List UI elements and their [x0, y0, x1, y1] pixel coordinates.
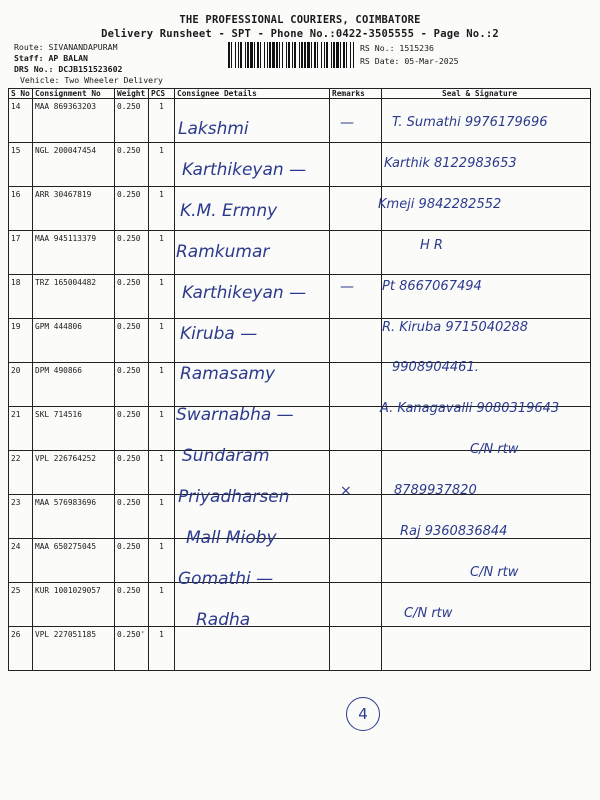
sno-cell: 19: [9, 319, 33, 363]
barcode-bar: [286, 42, 287, 68]
barcode-bar: [333, 42, 335, 68]
barcode-bar: [276, 42, 278, 68]
consignee-cell: [175, 407, 330, 451]
sno-cell: 15: [9, 143, 33, 187]
consignee-signature: Lakshmi: [178, 119, 249, 139]
consignment-cell: MAA 576983696: [33, 495, 115, 539]
table-row: [9, 275, 591, 319]
seal-signature: C/N rtw: [470, 564, 519, 580]
remarks-cell: [330, 583, 382, 627]
consignment-cell: KUR 1001029057: [33, 583, 115, 627]
table-row: [9, 539, 591, 583]
table-row: [9, 583, 591, 627]
remarks-cell: [330, 275, 382, 319]
weight-cell: 0.250: [115, 451, 149, 495]
consignment-cell: MAA 869363203: [33, 99, 115, 143]
table-row: [9, 187, 591, 231]
barcode-bar: [269, 42, 271, 68]
weight-cell: 0.250': [115, 627, 149, 671]
consignment-cell: VPL 226764252: [33, 451, 115, 495]
barcode-bar: [343, 42, 345, 68]
consignee-cell: [175, 99, 330, 143]
consignment-cell: NGL 200047454: [33, 143, 115, 187]
sno-cell: 21: [9, 407, 33, 451]
seal-signature: Karthik 8122983653: [384, 155, 517, 171]
remarks-cell: [330, 627, 382, 671]
pcs-cell: 1: [149, 539, 175, 583]
consignment-cell: MAA 945113379: [33, 231, 115, 275]
remarks-cell: [330, 495, 382, 539]
weight-cell: 0.250: [115, 143, 149, 187]
barcode-bar: [267, 42, 268, 68]
table-row: [9, 319, 591, 363]
seal-cell: [382, 539, 591, 583]
barcode-bar: [346, 42, 347, 68]
barcode-image: [228, 42, 354, 68]
runsheet-table: [8, 88, 591, 671]
seal-cell: [382, 583, 591, 627]
sno-cell: 14: [9, 99, 33, 143]
col-consignment-header: Consignment No: [33, 89, 115, 99]
consignment-cell: VPL 227051185: [33, 627, 115, 671]
consignee-signature: Kiruba —: [180, 323, 258, 344]
seal-signature: Raj 9360836844: [400, 524, 508, 539]
consignee-cell: [175, 627, 330, 671]
sno-cell: 16: [9, 187, 33, 231]
seal-cell: [382, 363, 591, 407]
pcs-cell: 1: [149, 231, 175, 275]
consignee-cell: [175, 451, 330, 495]
seal-cell: [382, 319, 591, 363]
seal-signature: Kmeji 9842282552: [378, 196, 502, 212]
table-row: [9, 143, 591, 187]
sno-cell: 23: [9, 495, 33, 539]
consignee-signature: Ramkumar: [176, 241, 270, 262]
remarks-cell: [330, 143, 382, 187]
sno-cell: 26: [9, 627, 33, 671]
pcs-cell: 1: [149, 363, 175, 407]
route-label: Route: SIVANANDAPURAM: [14, 42, 118, 52]
rs-number: RS No.: 1515236: [360, 43, 434, 53]
sno-cell: 20: [9, 363, 33, 407]
sno-cell: 25: [9, 583, 33, 627]
consignment-cell: ARR 30467819: [33, 187, 115, 231]
seal-signature: T. Sumathi 9976179696: [392, 115, 548, 130]
vehicle-label: Vehicle: Two Wheeler Delivery: [20, 75, 163, 85]
barcode-bar: [304, 42, 306, 68]
weight-cell: 0.250: [115, 407, 149, 451]
sno-cell: 24: [9, 539, 33, 583]
consignee-signature: Swarnabha —: [176, 405, 294, 426]
barcode-bar: [279, 42, 280, 68]
seal-signature: C/N rtw: [404, 605, 453, 621]
barcode-bar: [331, 42, 332, 68]
barcode-bar: [321, 42, 322, 68]
table-header-row: [9, 89, 591, 99]
barcode-bar: [292, 42, 293, 68]
barcode-bar: [317, 42, 318, 68]
remarks-mark: —: [340, 278, 354, 295]
seal-cell: [382, 275, 591, 319]
seal-cell: [382, 143, 591, 187]
seal-cell: [382, 231, 591, 275]
seal-cell: [382, 495, 591, 539]
page-stamp: 4: [346, 697, 380, 731]
seal-signature: Pt 8667067494: [382, 278, 482, 294]
weight-cell: 0.250: [115, 275, 149, 319]
drs-number: DRS No.: DCJB151523602: [14, 64, 123, 74]
runsheet-title: THE PROFESSIONAL COURIERS, COIMBATORE: [179, 14, 421, 26]
consignee-signature: Priyadharsen: [178, 487, 290, 508]
consignee-signature: Karthikeyan —: [182, 282, 307, 303]
table-row: [9, 99, 591, 143]
consignee-cell: [175, 539, 330, 583]
consignee-cell: [175, 231, 330, 275]
barcode-bar: [260, 42, 261, 68]
barcode-bar: [326, 42, 328, 68]
consignment-cell: MAA 650275045: [33, 539, 115, 583]
table-row: [9, 407, 591, 451]
consignee-signature: Gomathi —: [178, 568, 274, 589]
barcode-bar: [314, 42, 316, 68]
barcode-bar: [336, 42, 339, 68]
table-row: [9, 231, 591, 275]
consignee-cell: [175, 583, 330, 627]
barcode-bar: [301, 42, 303, 68]
barcode-bar: [231, 42, 232, 68]
seal-signature: R. Kiruba 9715040288: [382, 319, 529, 335]
barcode-bar: [257, 42, 259, 68]
remarks-cell: [330, 539, 382, 583]
consignee-signature: Sundaram: [182, 446, 270, 467]
col-consignee-header: Consignee Details: [175, 89, 330, 99]
consignee-signature: Ramasamy: [180, 364, 276, 385]
seal-cell: [382, 627, 591, 671]
pcs-cell: 1: [149, 187, 175, 231]
remarks-mark: ×: [340, 483, 352, 500]
weight-cell: 0.250: [115, 495, 149, 539]
pcs-cell: 1: [149, 495, 175, 539]
col-sno-header: S No: [9, 89, 33, 99]
remarks-cell: [330, 363, 382, 407]
sno-cell: 17: [9, 231, 33, 275]
barcode-bar: [264, 42, 265, 68]
table-row: [9, 495, 591, 539]
barcode-bar: [340, 42, 341, 68]
barcode-bar: [350, 42, 351, 68]
consignee-cell: [175, 363, 330, 407]
pcs-cell: 1: [149, 143, 175, 187]
pcs-cell: 1: [149, 627, 175, 671]
consignment-cell: SKL 714516: [33, 407, 115, 451]
weight-cell: 0.250: [115, 363, 149, 407]
consignee-cell: [175, 495, 330, 539]
barcode-bar: [228, 42, 230, 68]
seal-signature: A. Kanagavalli 9080319643: [380, 401, 560, 417]
col-weight-header: Weight: [115, 89, 149, 99]
col-seal-header: Seal & Signature: [382, 89, 591, 99]
table-row: [9, 451, 591, 495]
weight-cell: 0.250: [115, 187, 149, 231]
barcode-bar: [294, 42, 296, 68]
remarks-cell: [330, 99, 382, 143]
consignee-cell: [175, 319, 330, 363]
seal-cell: [382, 187, 591, 231]
barcode-bar: [282, 42, 283, 68]
pcs-cell: 1: [149, 407, 175, 451]
table-row: [9, 627, 591, 671]
seal-cell: [382, 407, 591, 451]
consignee-signature: Karthikeyan —: [182, 159, 307, 180]
seal-signature: 8789937820: [394, 483, 477, 499]
consignee-signature: Mall Mioby: [186, 528, 277, 548]
seal-cell: [382, 99, 591, 143]
barcode-bar: [245, 42, 246, 68]
consignment-cell: DPM 490866: [33, 363, 115, 407]
barcode-bar: [235, 42, 236, 68]
table-row: [9, 363, 591, 407]
barcode-bar: [238, 42, 239, 68]
consignee-cell: [175, 187, 330, 231]
barcode-bar: [272, 42, 275, 68]
consignee-cell: [175, 275, 330, 319]
barcode-bar: [353, 42, 354, 68]
barcode-bar: [299, 42, 300, 68]
remarks-cell: [330, 231, 382, 275]
pcs-cell: 1: [149, 275, 175, 319]
barcode-bar: [307, 42, 310, 68]
remarks-cell: [330, 407, 382, 451]
seal-signature: H R: [420, 237, 443, 253]
runsheet-subtitle: Delivery Runsheet - SPT - Phone No.:0422-3505555 - Page No.:2: [101, 28, 499, 40]
consignment-cell: TRZ 165004482: [33, 275, 115, 319]
weight-cell: 0.250: [115, 583, 149, 627]
consignee-cell: [175, 143, 330, 187]
barcode-bar: [254, 42, 255, 68]
col-pcs-header: PCS: [149, 89, 175, 99]
col-remarks-header: Remarks: [330, 89, 382, 99]
seal-cell: [382, 451, 591, 495]
weight-cell: 0.250: [115, 99, 149, 143]
staff-label: Staff: AP BALAN: [14, 53, 88, 63]
pcs-cell: 1: [149, 319, 175, 363]
barcode-bar: [324, 42, 325, 68]
consignment-cell: GPM 444806: [33, 319, 115, 363]
pcs-cell: 1: [149, 99, 175, 143]
weight-cell: 0.250: [115, 319, 149, 363]
remarks-cell: [330, 187, 382, 231]
weight-cell: 0.250: [115, 231, 149, 275]
remarks-cell: [330, 451, 382, 495]
pcs-cell: 1: [149, 583, 175, 627]
rs-date: RS Date: 05-Mar-2025: [360, 56, 459, 66]
seal-signature: C/N rtw: [470, 442, 519, 458]
barcode-bar: [250, 42, 253, 68]
consignee-signature: K.M. Ermny: [180, 200, 278, 221]
pcs-cell: 1: [149, 451, 175, 495]
barcode-bar: [288, 42, 290, 68]
barcode-bar: [311, 42, 312, 68]
barcode-bar: [240, 42, 242, 68]
consignee-signature: Radha: [196, 609, 251, 630]
sno-cell: 22: [9, 451, 33, 495]
sno-cell: 18: [9, 275, 33, 319]
barcode-bar: [247, 42, 249, 68]
weight-cell: 0.250: [115, 539, 149, 583]
seal-signature: 9908904461.: [392, 360, 479, 376]
remarks-mark: —: [340, 115, 354, 131]
remarks-cell: [330, 319, 382, 363]
